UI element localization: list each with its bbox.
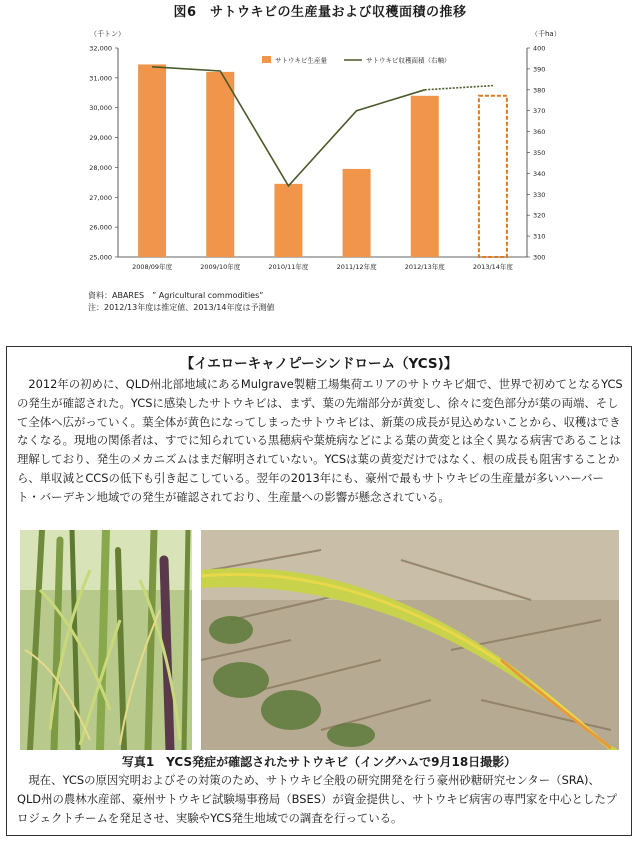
sugarcane-stalks-photo bbox=[20, 530, 192, 750]
production-bar bbox=[343, 169, 371, 257]
figure-title: 図6 サトウキビの生産量および収穫面積の推移 bbox=[173, 5, 467, 20]
production-bar bbox=[206, 72, 234, 257]
right-tick-label: 370 bbox=[533, 107, 546, 116]
photo-caption: 写真1 YCS発症が確認されたサトウキビ（イングハムで9月18日撮影） bbox=[121, 755, 517, 769]
right-tick-label: 310 bbox=[533, 232, 546, 241]
yellow-leaf-closeup-photo bbox=[201, 530, 619, 750]
left-tick-label: 29,000 bbox=[89, 134, 112, 143]
box-title: 【イエローキャノピーシンドローム（YCS)】 bbox=[180, 356, 458, 372]
left-tick-label: 25,000 bbox=[89, 253, 112, 262]
legend-bar-swatch bbox=[262, 56, 271, 63]
legend-line-label: サトウキビ収穫面積（右軸） bbox=[366, 56, 451, 65]
production-area-chart bbox=[0, 24, 640, 274]
left-tick-label: 27,000 bbox=[89, 193, 112, 202]
box-paragraph-1: 2012年の初めに、QLD州北部地域にあるMulgrave製糖工場集荷エリアのサトウキビ畑で、世界で初めてとなるYCSの発生が確認された。YCSに感染したサトウキビは、まず、葉の先端部分が黄変し、徐々に変色部分が葉の両端、そして全体へ広がっていく。葉全体が黄色になってしまったサトウキビは、新葉の成長が見込めないことから、収穫はできなくなる。現地の関係者は、すでに知られている黒穂病や葉焼病などによる葉の黄変とは全く異なる病害であることは理解しており、発生のメカニズムはまだ解明されていない。YCSは葉の黄変だけではなく、根の成長も阻害することから、単収減とCCSの低下も引き起こしている。翌年の2013年にも、豪州で最もサトウキビの生産量が多いハーバート・バーデキン地域での発生が確認されており、生産量への影響が懸念されている。 bbox=[17, 377, 623, 504]
right-tick-label: 350 bbox=[533, 149, 546, 157]
left-tick-label: 32,000 bbox=[89, 44, 112, 53]
harvest-area-line bbox=[152, 67, 425, 186]
right-tick-label: 320 bbox=[533, 211, 546, 220]
category-label: 2013/14年度 bbox=[472, 263, 513, 271]
production-bar-forecast bbox=[479, 96, 507, 257]
chart-note: 注：2012/13年度は推定値、2013/14年度は予測値 bbox=[88, 303, 275, 312]
production-bar bbox=[138, 64, 166, 257]
box-paragraph-2: 現在、YCSの原因究明およびその対策のため、サトウキビ全般の研究開発を行う豪州砂糖研究センター（SRA)、QLD州の農林水産部、豪州サトウキビ試験場事務局（BSES）が資金提供し、サトウキビ病害の専門家を中心としたプロジェクトチームを発足させ、実験やYCS発生地域での調査を行っている。 bbox=[17, 773, 618, 825]
left-tick-label: 28,000 bbox=[89, 163, 112, 172]
right-tick-label: 380 bbox=[533, 86, 546, 95]
category-label: 2012/13年度 bbox=[404, 263, 445, 271]
right-tick-label: 360 bbox=[533, 128, 546, 137]
harvest-area-forecast-line bbox=[425, 86, 493, 90]
right-axis-unit: （千ha） bbox=[531, 30, 561, 38]
legend-bar-label: サトウキビ生産量 bbox=[275, 56, 327, 65]
left-tick-label: 26,000 bbox=[89, 223, 112, 232]
production-bar bbox=[274, 184, 302, 257]
category-label: 2009/10年度 bbox=[200, 263, 241, 271]
right-tick-label: 330 bbox=[533, 190, 546, 199]
right-tick-label: 390 bbox=[533, 65, 546, 74]
ycs-info-box bbox=[6, 346, 632, 836]
category-label: 2008/09年度 bbox=[132, 263, 173, 271]
chart-source: 資料：ABARES ” Agricultural commodities” bbox=[88, 291, 264, 300]
category-label: 2010/11年度 bbox=[268, 263, 309, 271]
left-axis-unit: （千トン） bbox=[90, 30, 125, 38]
left-tick-label: 30,000 bbox=[89, 104, 112, 113]
right-tick-label: 300 bbox=[533, 253, 546, 262]
right-tick-label: 340 bbox=[533, 169, 546, 178]
production-bar bbox=[411, 96, 439, 257]
left-tick-label: 31,000 bbox=[89, 74, 112, 83]
category-label: 2011/12年度 bbox=[336, 263, 377, 271]
right-tick-label: 400 bbox=[533, 44, 546, 53]
